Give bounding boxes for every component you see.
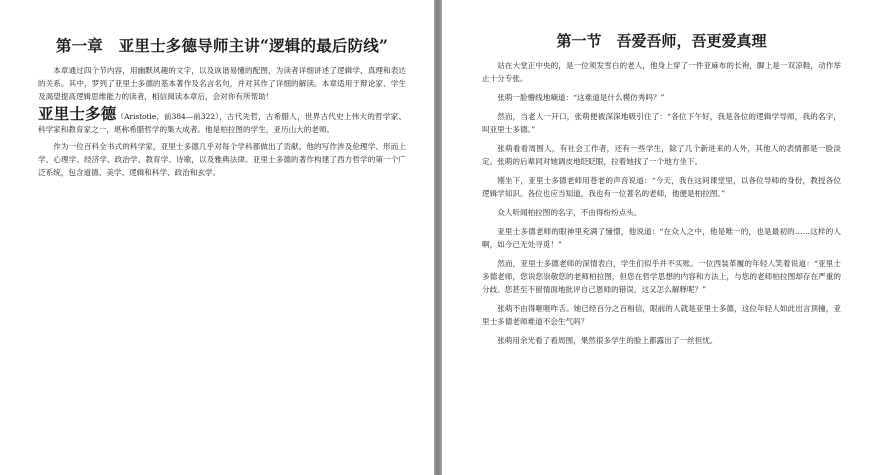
section-title: 第一节 吾爱吾师，吾更爱真理 [556, 32, 767, 50]
story-paragraph: 张萌用余光看了看周围，果然很多学生的脸上都露出了一丝担忧。 [497, 336, 718, 345]
story-paragraph: 站在大堂正中央的，是一位须发雪白的老人，他身上穿了一件亚麻布的长袍，脚上是一双凉鞋，动作举止十分专张。 [482, 61, 841, 83]
story-paragraph: 刚坐下，亚里士多德老师用苍老的声音说道：“今天，我在这间课堂里，以各位导师的身份，教授各位逻辑学知识。各位也应当知道，我也有一位著名的老师，他便是柏拉图。” [482, 176, 841, 198]
left-page [0, 0, 434, 475]
author-bio [38, 104, 406, 136]
story-paragraph: 然而，当老人一开口，张萌便被深深地吸引住了：“各位下午好，我是各位的逻辑学导师，我的名字，叫亚里士多德。” [482, 112, 841, 134]
bio-dates: （Aristotle，前384—前322） [116, 112, 220, 121]
story-paragraph: 张萌看看周围人，有社会工作者，还有一些学生，除了几个新进来的人外，其他人的表情都是一脸淡定。张萌的后辈同对她调皮地眨眨眼，拉着她找了一个地方坐下。 [482, 144, 841, 166]
story-paragraph: 众人听闻柏拉图的名字，不由得纷纷点头。 [497, 208, 642, 217]
chapter-intro: 本章通过四个节内容，用幽默风趣的文字，以及诙谐易懂的配图，为读者详细讲述了逻辑学、真理和表达的关系。其中，罗列了亚里士多德的基本著作及名言名句，并对其作了详细的解读。本章适用于辩论家、学生及渴望提高逻辑思维能力的读者，相信阅读本章后，会对你有所帮助！ [38, 66, 406, 101]
story-paragraph: 亚里士多德老师的眼神里充满了憧憬，他说道：“在众人之中，他是唯一的，也是最初的……这样的人啊，如今已无处寻觅！” [482, 227, 841, 249]
right-page [442, 0, 875, 475]
chapter-title: 第一章 亚里士多德导师主讲“逻辑的最后防线” [55, 36, 389, 55]
bio-text: ，古代先哲，古希腊人，世界古代史上伟大的哲学家、科学家和教育家之一，堪称希腊哲学的集大成者。他是柏拉图的学生，亚历山大的老师。 [38, 112, 406, 134]
book-spine-divider [434, 0, 442, 475]
story-paragraph: 然而，亚里士多德老师的深情表白，学生们似乎并不买账。一位西装革履的年轻人笑着说道：“亚里士多德老师，您说您崇敬您的老师柏拉图，但您在哲学思想的内容和方法上，与您的老师柏拉图却存在严重的分歧。您甚至不留情面地批评自己恩师的错误，这又怎么解释呢？” [482, 259, 841, 294]
body-paragraph: 作为一位百科全书式的科学家，亚里士多德几乎对每个学科都做出了贡献。他的写作涉及伦理学、形而上学、心理学、经济学、政治学、教育学、诗歌，以及雅典法律。亚里士多德的著作构建了西方哲学的第一个广泛系统，包含道德、美学、逻辑和科学、政治和玄学。 [38, 142, 406, 177]
story-paragraph: 张萌不由得咂咂咋舌。她已经百分之百相信，眼前的人就是亚里士多德，这位年轻人如此出言顶撞，亚里士多德老师难道不会生气吗？ [482, 304, 841, 326]
bio-name: 亚里士多德 [38, 104, 117, 123]
story-paragraph: 张萌一脸懵线地嘀道：“这难道是什么模仿秀吗？” [497, 93, 665, 102]
